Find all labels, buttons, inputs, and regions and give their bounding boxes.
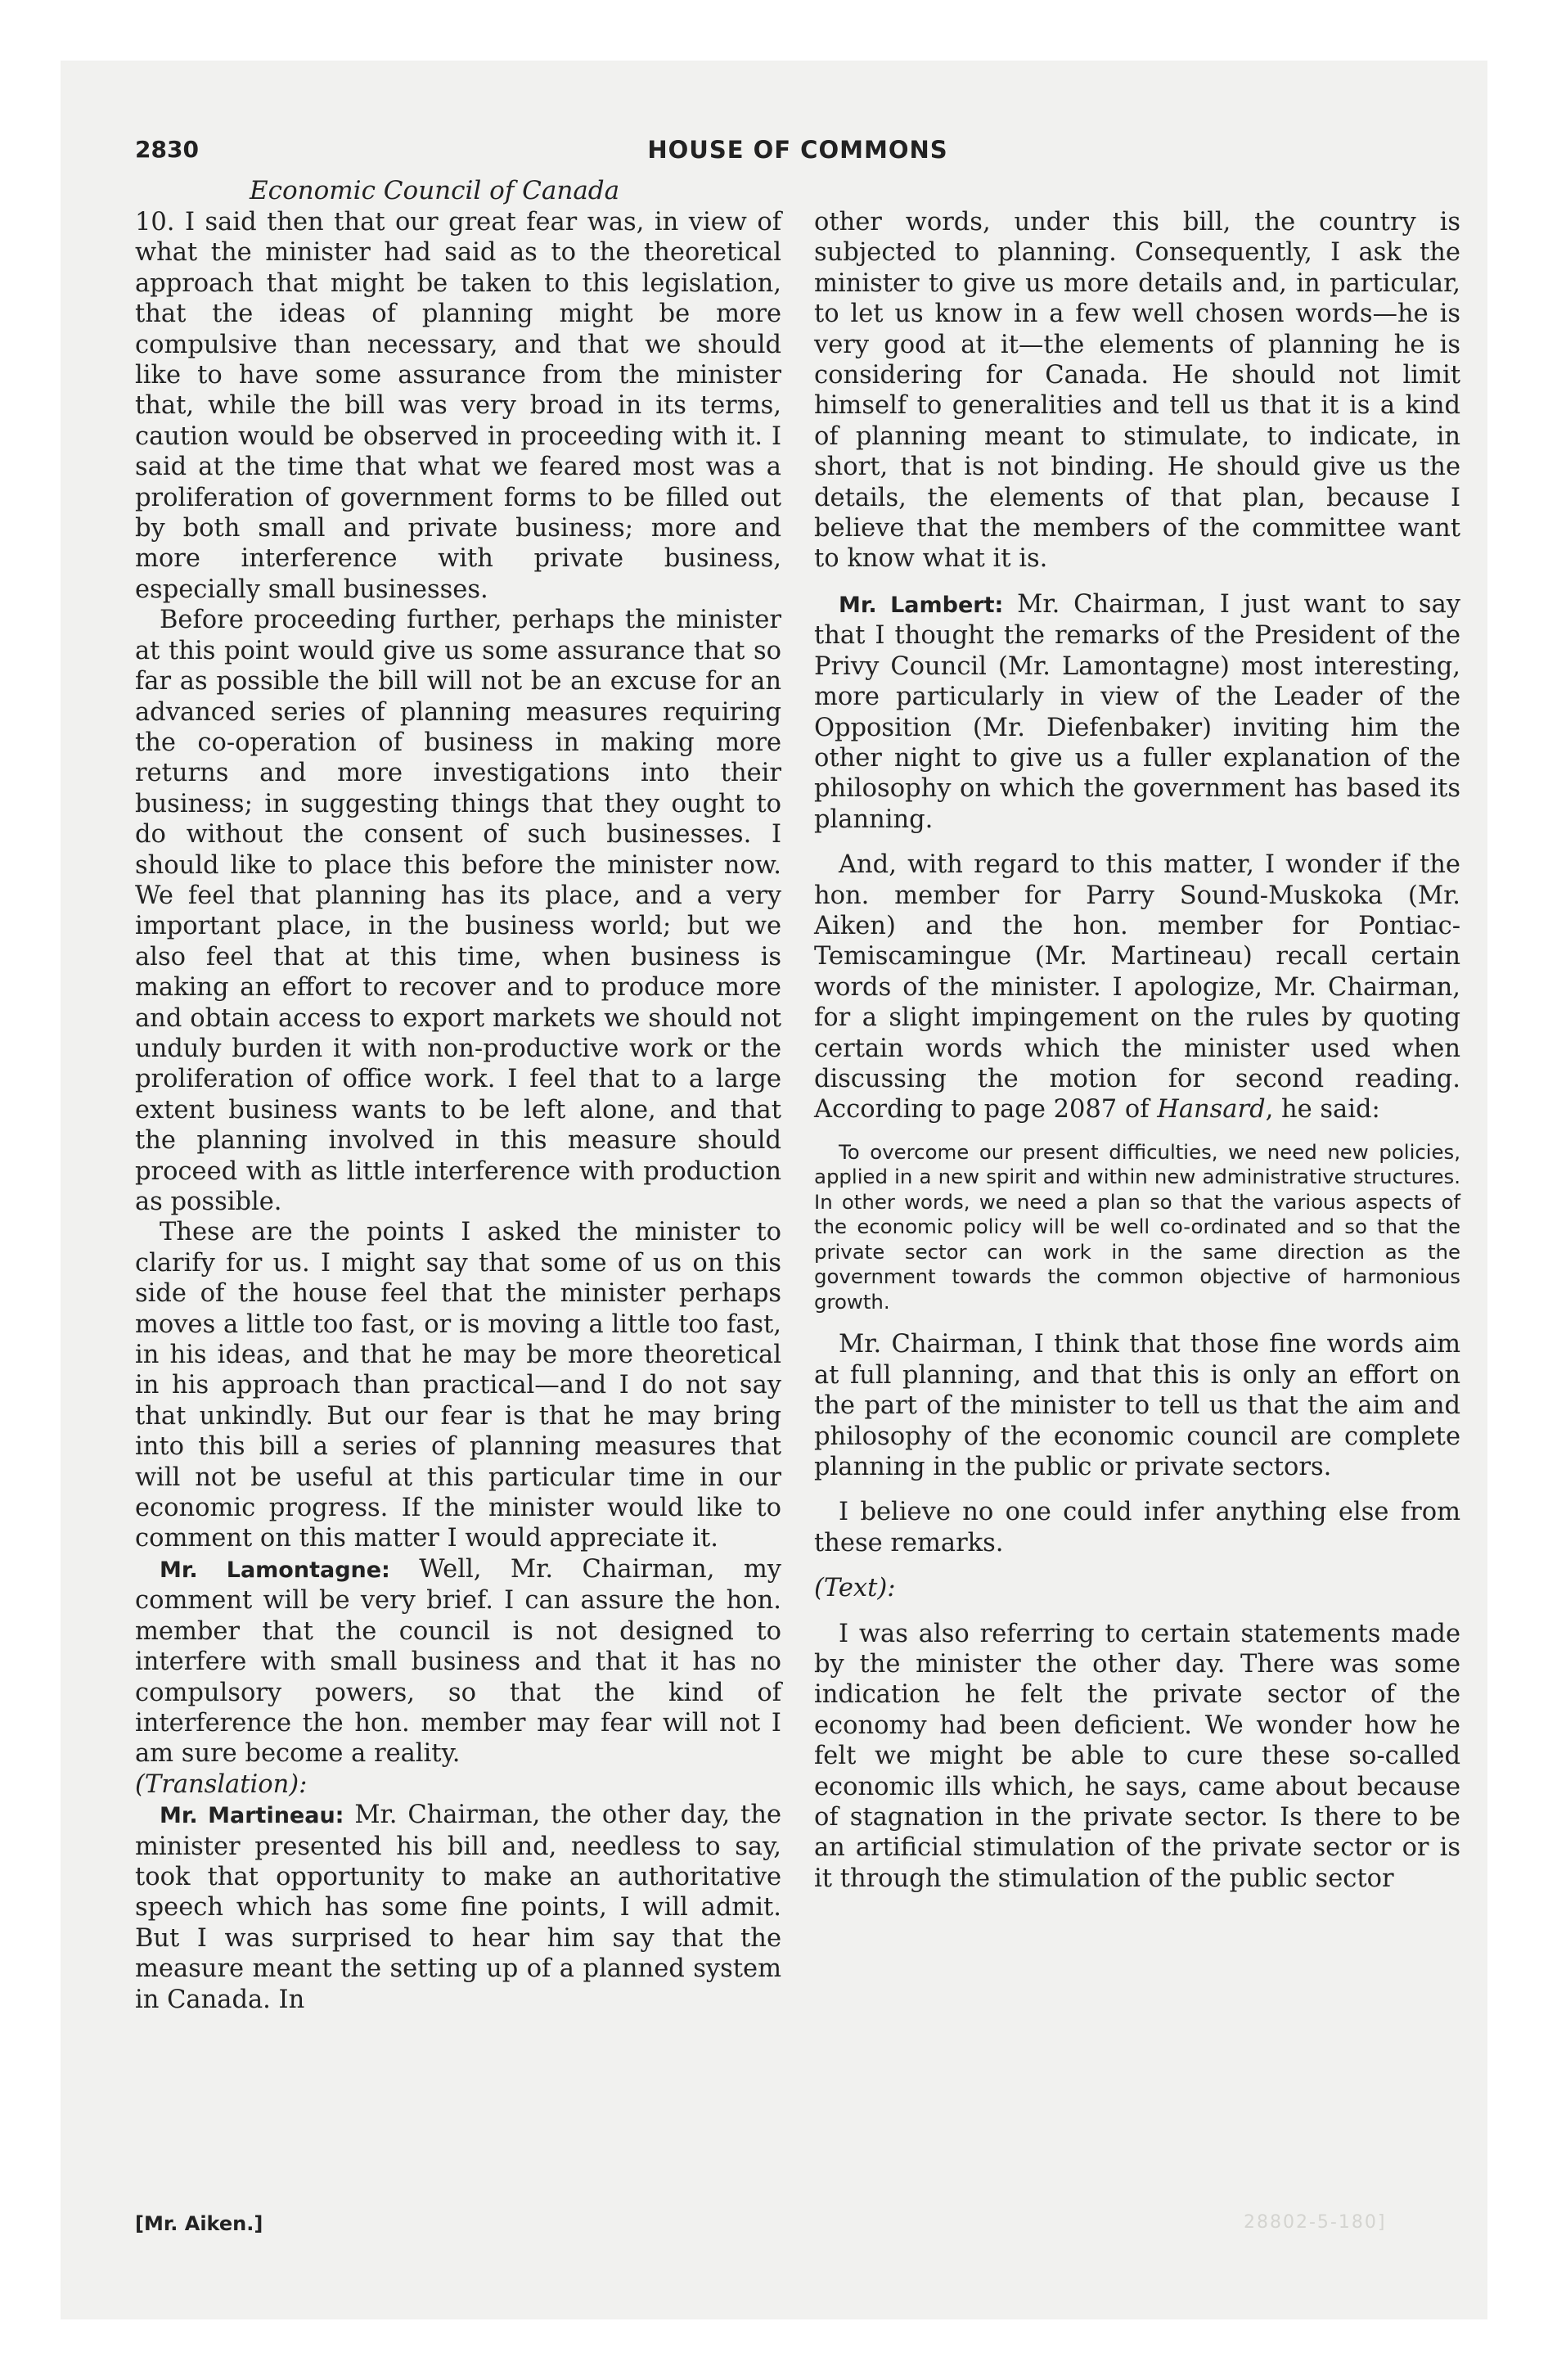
paragraph: 10. I said then that our great fear was, in view of what the minister had said as to the theoretical approach that might be taken to this legislation, that the ideas of planning might be more compulsive than necessary, and that we should like to have some assurance from the minister that, while the bill was very broad in its terms, caution would be observed in proceeding with it. I said at the time that what we feared most was a proliferation of government forms to be filled out by both small and private business; more and more interference with private business, especially small businesses.: [135, 208, 781, 604]
page: [135, 129, 1460, 2257]
speech-text: Mr. Chairman, I just want to say that I thought the remarks of the President of the Privy Council (Mr. Lamontagne) most interesting, more particularly in view of the Leader of the Opposition (Mr. Diefenbaker) inviting him the other night to give us a fuller explanation of the philosophy on which the government has based its planning.: [814, 589, 1460, 834]
paragraph: Mr. Chairman, I think that those fine words aim at full planning, and that this is only an effort on the part of the minister to tell us that the aim and philosophy of the economic council are complete planning in the public or private sectors.: [814, 1330, 1460, 1481]
speech-text: Well, Mr. Chairman, my comment will be very brief. I can assure the hon. member that the council is not designed to interfere with small business and that it has no compulsory powers, so that the kind of interference the hon. member may fear will not I am sure become a reality.: [135, 1554, 781, 1769]
paragraph-text: , he said:: [1265, 1095, 1380, 1125]
paragraph: other words, under this bill, the country is subjected to planning. Consequently, I ask the minister to give us more details and, in particular, to let us know in a few well chosen words—he is very good at it—the elements of planning he is considering for Canada. He should not limit himself to generalities and tell us that it is a kind of planning meant to stimulate, to indicate, in short, that is not binding. He should give us the details, the elements of that plan, because I believe that the members of the committee want to know what it is.: [814, 208, 1460, 574]
page-number: 2830: [135, 136, 199, 163]
section-label: (Translation):: [135, 1769, 308, 1799]
paragraph-text: And, with regard to this matter, I wonder if the hon. member for Parry Sound-Muskoka (Mr. Aiken) and the hon. member for Pontiac-Temiscamingue (Mr. Martineau) recall certain words of the minister. I apologize, Mr. Chairman, for a slight impingement on the rules by quoting certain words which the minister used when discussing the motion for second reading. According to page 2087 of: [814, 850, 1460, 1125]
page-header: [135, 129, 1460, 170]
footer-attribution: [Mr. Aiken.]: [135, 2212, 263, 2235]
section-label: (Text):: [814, 1574, 896, 1603]
speaker-name: Mr. Lamontagne:: [160, 1557, 390, 1583]
speaker-name: Mr. Lambert:: [839, 592, 1004, 618]
paragraph: [814, 850, 1460, 1125]
paragraph: I was also referring to certain statements made by the minister the other day. There was some indication he felt the private sector of the economy had been deficient. We wonder how he felt we might be able to cure these so-called economic ills which, he says, came about because of stagnation in the private sector. Is there to be an artificial stimulation of the private sector or is it through the stimulation of the public sector: [814, 1619, 1460, 1893]
right-column: [814, 207, 1460, 1894]
speaker-name: Mr. Martineau:: [160, 1803, 344, 1829]
speech-text: Mr. Chairman, the other day, the minister presented his bill and, needless to say, took that opportunity to make an authoritative speech which has some fine points, I will admit. But I was surprised to hear him say that the measure meant the setting up of a planned system in Canada. In: [135, 1801, 782, 2014]
speech-paragraph: [814, 589, 1460, 835]
journal-title: HOUSE OF COMMONS: [647, 136, 948, 164]
citation-title: Hansard: [1157, 1095, 1266, 1125]
block-quote: To overcome our present difficulties, we need new policies, applied in a new spirit and within new administrative structures. In other words, we need a plan so that the various aspects of the economic policy will be well co-ordinated and so that the private sector can work in the same direction as the government towards the common objective of harmonious growth.: [814, 1139, 1460, 1314]
left-column: [135, 174, 781, 2015]
paragraph: Before proceeding further, perhaps the minister at this point would give us some assurance that so far as possible the bill will not be an excuse for an advanced series of planning measures requiring the co-operation of business in making more returns and more investigations into their business; in suggesting things that they ought to do without the consent of such businesses. I should like to place this before the minister now. We feel that planning has its place, and a very important place, in the business world; but we also feel that at this time, when business is making an effort to recover and to produce more and obtain access to export markets we should not unduly burden it with non-productive work or the proliferation of office work. I feel that to a large extent business wants to be left alone, and that the planning involved in this measure should proceed with as little interference with production as possible.: [135, 606, 781, 1216]
speech-paragraph: [135, 1554, 781, 1769]
paragraph: These are the points I asked the minister to clarify for us. I might say that some of us on this side of the house feel that the minister perhaps moves a little too fast, or is moving a little too fast, in his ideas, and that he may be more theoretical in his approach than practical—and I do not say that unkindly. But our fear is that he may bring into this bill a series of planning measures that will not be useful at this particular time in our economic progress. If the minister would like to comment on this matter I would appreciate it.: [135, 1218, 781, 1553]
paragraph: I believe no one could infer anything else from these remarks.: [814, 1498, 1460, 1557]
running-head: Economic Council of Canada: [250, 176, 620, 205]
print-stamp: 28802-5-180]: [1244, 2212, 1387, 2233]
speech-paragraph: [135, 1800, 781, 2015]
